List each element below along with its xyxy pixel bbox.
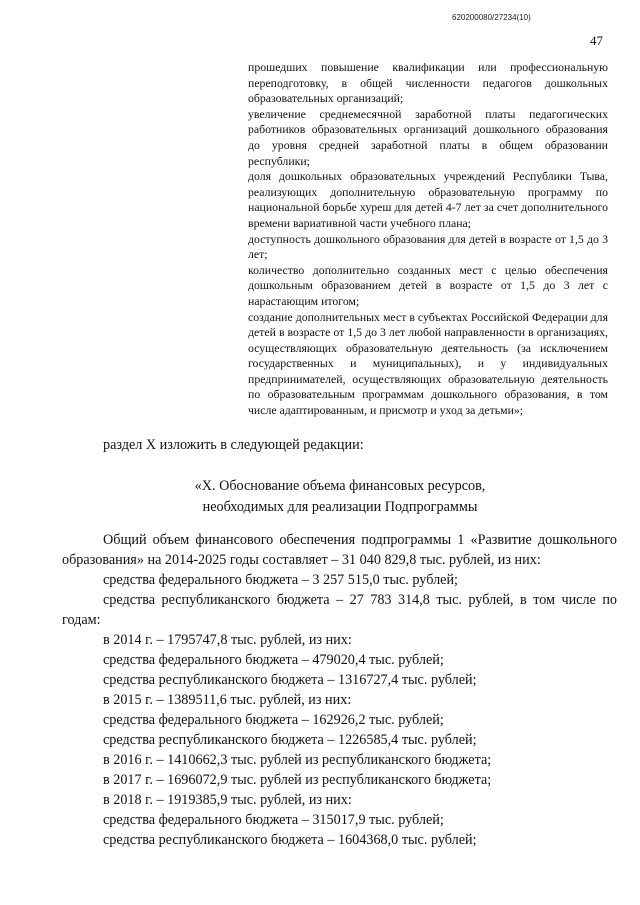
body-paragraph: в 2014 г. – 1795747,8 тыс. рублей, из них: bbox=[103, 632, 352, 648]
body-paragraph: в 2016 г. – 1410662,3 тыс. рублей из республиканского бюджета; bbox=[103, 752, 492, 768]
body-paragraph: средства федерального бюджета – 3 257 515,0 тыс. рублей; bbox=[103, 572, 458, 588]
body-paragraph: средства федерального бюджета – 315017,9 тыс. рублей; bbox=[103, 812, 444, 828]
list-item: увеличение среднемесячной заработной платы педагогических работников образовательных организаций дошкольного образования до уровня средней заработной платы в общем образовании республики; bbox=[248, 106, 608, 168]
body-paragraph: средства республиканского бюджета – 27 783 314,8 тыс. рублей, в том числе по годам: bbox=[62, 592, 617, 628]
body-paragraph: в 2018 г. – 1919385,9 тыс. рублей, из них: bbox=[103, 792, 352, 808]
list-item: доступность дошкольного образования для детей в возрасте от 1,5 до 3 лет; bbox=[248, 231, 608, 262]
section-heading-line: необходимых для реализации Подпрограммы bbox=[202, 499, 478, 515]
body-paragraph: в 2017 г. – 1696072,9 тыс. рублей из республиканского бюджета; bbox=[103, 772, 492, 788]
body-paragraph: в 2015 г. – 1389511,6 тыс. рублей, из них: bbox=[103, 692, 352, 708]
section-heading-line: «X. Обоснование объема финансовых ресурсов, bbox=[194, 478, 486, 494]
list-item: количество дополнительно созданных мест с целью обеспечения дошкольным образованием детей в возрасте от 1,5 до 3 лет с нарастающим итогом; bbox=[248, 262, 608, 308]
list-item: доля дошкольных образовательных учреждений Республики Тыва, реализующих дополнительную образовательную программу по национальной борьбе хуреш для детей 4-7 лет за счет дополнительного времени вариативной части учебного плана; bbox=[248, 169, 608, 230]
body-paragraph: средства республиканского бюджета – 1226585,4 тыс. рублей; bbox=[103, 732, 477, 748]
section-body bbox=[62, 530, 617, 850]
body-paragraph: средства республиканского бюджета – 1316727,4 тыс. рублей; bbox=[103, 672, 477, 688]
body-paragraph: средства республиканского бюджета – 1604368,0 тыс. рублей; bbox=[103, 832, 477, 848]
indicator-list bbox=[248, 60, 608, 419]
list-item: прошедших повышение квалификации или профессиональную переподготовку, в общей численности педагогов дошкольных образовательных организаций; bbox=[248, 60, 608, 106]
page-number: 47 bbox=[590, 33, 603, 48]
list-item: создание дополнительных мест в субъектах Российской Федерации для детей в возрасте от 1,5 до 3 лет любой направленности в организациях, осуществляющих образовательную деятельность (за исключением государственных и муниципальных), и у индивидуальных предпринимателей, осуществляющих образовательную деятельность по образовательным программам дошкольного образования, в том числе адаптированным, и присмотр и уход за детьми»; bbox=[248, 309, 608, 418]
body-paragraph: Общий объем финансового обеспечения подпрограммы 1 «Развитие дошкольного образования» на 2014-2025 годы составляет – 31 040 829,8 тыс. рублей, из них: bbox=[62, 532, 617, 568]
body-paragraph: средства федерального бюджета – 162926,2 тыс. рублей; bbox=[103, 712, 444, 728]
document-id: 620200080/27234(10) bbox=[452, 13, 531, 22]
amendment-intro: раздел X изложить в следующей редакции: bbox=[103, 437, 364, 453]
body-paragraph: средства федерального бюджета – 479020,4 тыс. рублей; bbox=[103, 652, 444, 668]
section-heading bbox=[60, 476, 620, 518]
